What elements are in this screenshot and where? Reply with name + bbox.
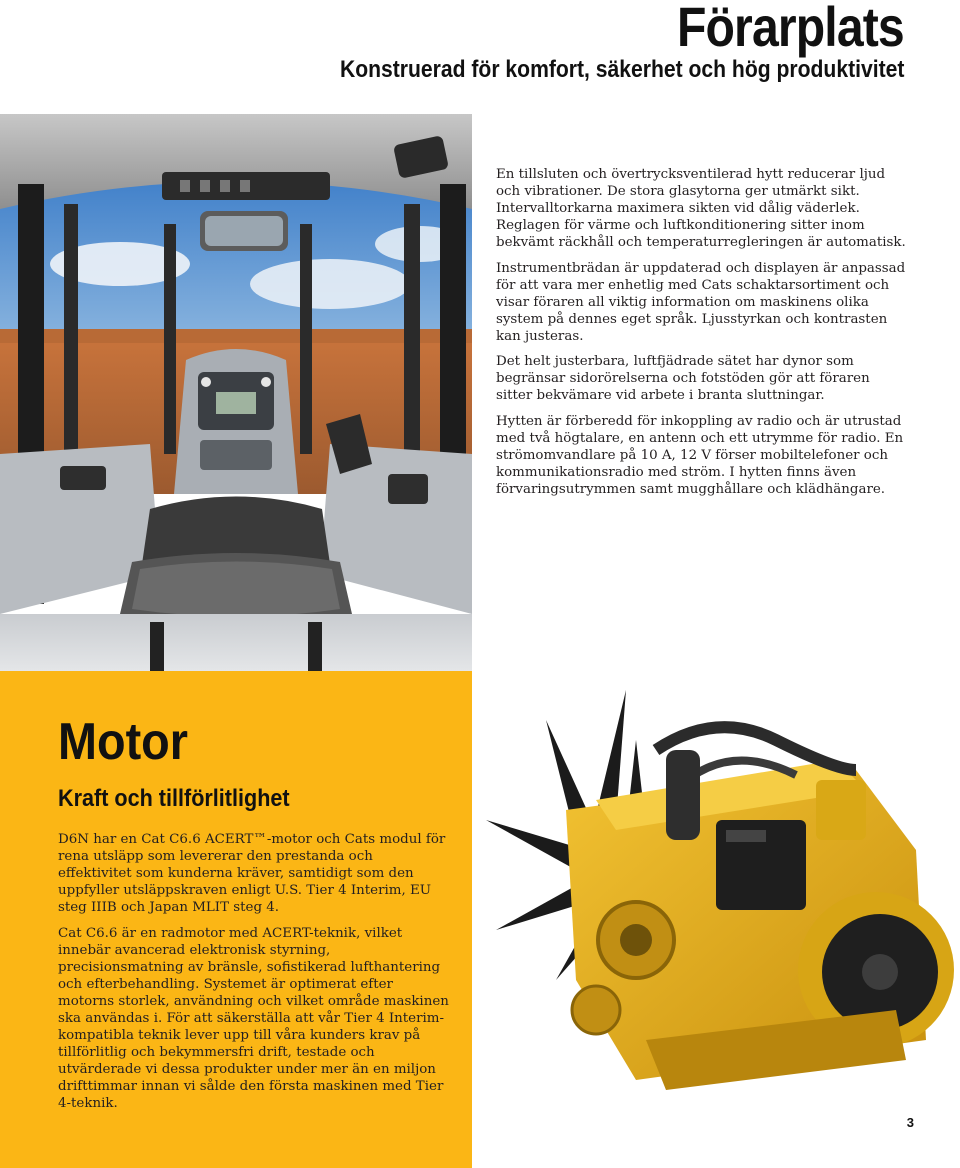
cab-paragraph: Hytten är förberedd för inkoppling av radio och är utrustad med två högtalare, en antenn och ett utrymme för radio. En strömomvandlare på 10 A, 12 V förser mobiltelefoner och kommunikationsradio med ström. I hytten finns även förvaringsutrymmen samt mugghållare och klädhängare. [496, 413, 904, 497]
motor-description [58, 831, 450, 1120]
engine-photo [476, 680, 960, 1100]
cab-paragraph: Instrumentbrädan är uppdaterad och displayen är anpassad för att vara mer enhetlig med Cats schaktarsortiment och visar föraren all viktig information om maskinens olika system på dennes eget språk. Ljusstyrkan och kontrasten kan justeras. [496, 260, 906, 344]
motor-paragraph: D6N har en Cat C6.6 ACERT™-motor och Cats modul för rena utsläpp som levererar den prestanda och effektivitet som kunderna kräver, samtidigt som den uppfyller utsläppskraven enligt U.S. Tier 4 Interim, EU steg IIIB och Japan MLIT steg 4. [58, 832, 446, 915]
page-subtitle: Konstruerad för komfort, säkerhet och hög produktivitet [339, 56, 904, 83]
motor-subtitle: Kraft och tillförlitlighet [58, 785, 290, 812]
page-number: 3 [906, 1115, 914, 1130]
motor-title: Motor [58, 713, 188, 771]
cab-interior-photo [0, 114, 472, 671]
page-title: Förarplats [677, 0, 904, 58]
cab-paragraph: En tillsluten och övertrycksventilerad hytt reducerar ljud och vibrationer. De stora glasytorna ger utmärkt sikt. Intervalltorkarna maximera sikten vid dålig väderlek. Reglagen för värme och luftkonditionering sitter inom bekvämt räckhåll och temperaturregleringen är automatisk. [496, 167, 906, 250]
motor-paragraph: Cat C6.6 är en radmotor med ACERT-teknik, vilket innebär avancerad elektronisk styrning, precisionsmatning av bränsle, sofistikerad lufthantering och efterbehandling. Systemet är optimerat efter motorns storlek, användning och vilket område maskinen ska användas i. För att säkerställa att vår Tier 4 Interim-kompatibla teknik lever upp till våra kunders krav på tillförlitlig och bekymmersfri drift, testade och utvärderade vi dessa produkter under mer än en miljon drifttimmar innan vi sålde den första maskinen med Tier 4-teknik. [58, 925, 449, 1111]
cab-paragraph: Det helt justerbara, luftfjädrade sätet har dynor som begränsar sidorörelserna och fotstöden gör att föraren sitter bekvämare vid arbete i branta sluttningar. [496, 354, 870, 403]
cab-description [496, 166, 908, 506]
